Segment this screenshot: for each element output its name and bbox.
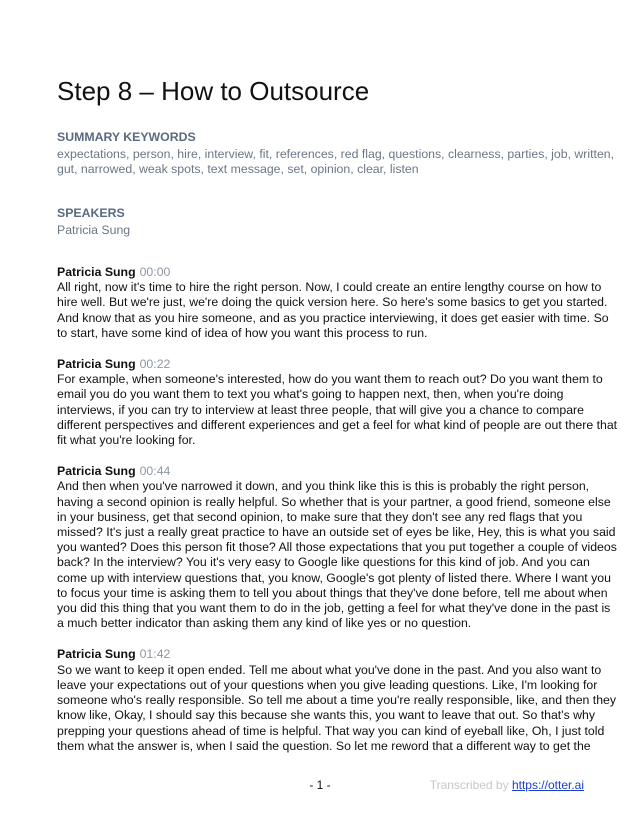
- transcript-segment: [57, 464, 617, 631]
- transcript-segment: [57, 357, 618, 448]
- transcript-line: So we want to keep it open ended. Tell me about what you've done in the past. And you also want to: [57, 662, 602, 677]
- transcription-credit: [430, 778, 584, 793]
- transcript-line: a much better indicator than asking them any kind of like yes or no question.: [57, 616, 472, 631]
- otter-link[interactable]: https://otter.ai: [511, 778, 584, 792]
- speaker-name: Patricia Sung: [57, 647, 136, 662]
- transcript-line: fit what you're looking for.: [57, 433, 196, 448]
- summary-keywords-section: [57, 130, 615, 178]
- segment-header: [57, 464, 597, 479]
- segments-list: [57, 265, 618, 754]
- transcript-line: And know that as you hire someone, and as you practice interviewing, it does get easier with time. So: [57, 310, 609, 325]
- speakers-section: [57, 206, 597, 238]
- transcript-line: prepping your questions ahead of time is helpful. That way you can kind of eyeball like, Oh, I just told: [57, 723, 605, 738]
- transcript-line: in your business, get that second opinion, to make sure that they don't see any red flags that you: [57, 509, 583, 524]
- transcript-line: to start, have some kind of idea of how you want this process to run.: [57, 325, 428, 340]
- transcript-line: All right, now it's time to hire the right person. Now, I could create an entire lengthy course on how to: [57, 280, 602, 295]
- timestamp[interactable]: 00:00: [139, 265, 171, 280]
- transcript-line: And then when you've narrowed it down, and you think like this is this is probably the right person,: [57, 479, 590, 494]
- keywords-line: gut, narrowed, weak spots, text message, set, opinion, clear, listen: [57, 162, 419, 177]
- speaker-name: Patricia Sung: [57, 265, 136, 280]
- transcript-line: leave your expectations out of your questions when you give leading questions. Like, I'm looking for: [57, 677, 598, 692]
- transcript-segment: [57, 647, 617, 753]
- transcript-segment: [57, 265, 609, 341]
- timestamp[interactable]: 00:22: [139, 357, 171, 372]
- transcript-line: missed? It's just a really great practice to have an outside set of eyes be like, Hey, this is what you said: [57, 525, 616, 540]
- transcript-line: you did this thing that you want them to do in the job, getting a feel for what they've done in the past is: [57, 601, 611, 616]
- speakers-label: SPEAKERS: [57, 205, 125, 220]
- transcript-line: For example, when someone's interested, how do you want them to reach out? Do you want them to: [57, 372, 603, 387]
- transcript-line: having a second opinion is really helpful. So whether that is your partner, a good friend, someone else: [57, 494, 611, 509]
- transcript-line: to focus your time is asking them to tell you about things that they've done before, tell me about when: [57, 585, 608, 600]
- keywords-line: expectations, person, hire, interview, fit, references, red flag, questions, clearness, parties, job, written,: [57, 147, 615, 162]
- transcript-line: different perspectives and different experiences and get a feel for what kind of people are out there that: [57, 417, 618, 432]
- segment-header: [57, 357, 597, 372]
- timestamp[interactable]: 01:42: [139, 647, 171, 662]
- transcript-document: [57, 130, 618, 754]
- transcript-line: someone who's really responsible. So tell me about a time you're really responsible, like, and then they: [57, 693, 617, 708]
- timestamp[interactable]: 00:44: [139, 464, 171, 479]
- transcript-line: come up with interview questions that, you know, Google's got plenty of listed there. Where I want you: [57, 570, 611, 585]
- page-number: - 1 -: [309, 778, 331, 792]
- page-title: Step 8 – How to Outsource: [57, 76, 370, 106]
- speaker-name: Patricia Sung: [57, 357, 136, 372]
- transcript-line: them what the answer is, when I said the question. So let me reword that a different way to get the: [57, 738, 591, 753]
- transcript-line: you wanted? Does this person fit those? All those expectations that you put together a couple of videos: [57, 540, 617, 555]
- segment-header: [57, 647, 597, 662]
- segment-header: [57, 265, 597, 280]
- transcript-line: interviews, if you can try to interview at least three people, that will give you a chance to compare: [57, 402, 584, 417]
- transcript-line: hire well. But we're just, we're doing the quick version here. So here's some basics to get you started.: [57, 295, 608, 310]
- summary-keywords-label: SUMMARY KEYWORDS: [57, 130, 196, 144]
- transcript-line: email you do you want them to text you what's going to happen next, then, when you're doing: [57, 387, 564, 402]
- transcript-line: back? In the interview? You it's very easy to Google like questions for this kind of job. And you can: [57, 555, 590, 570]
- transcript-line: know like, Okay, I should say this because she wants this, you want to leave that out. So that's why: [57, 708, 596, 723]
- credit-text: Transcribed by: [429, 778, 509, 792]
- speaker-name: Patricia Sung: [57, 464, 136, 479]
- speaker-name: Patricia Sung: [57, 222, 131, 237]
